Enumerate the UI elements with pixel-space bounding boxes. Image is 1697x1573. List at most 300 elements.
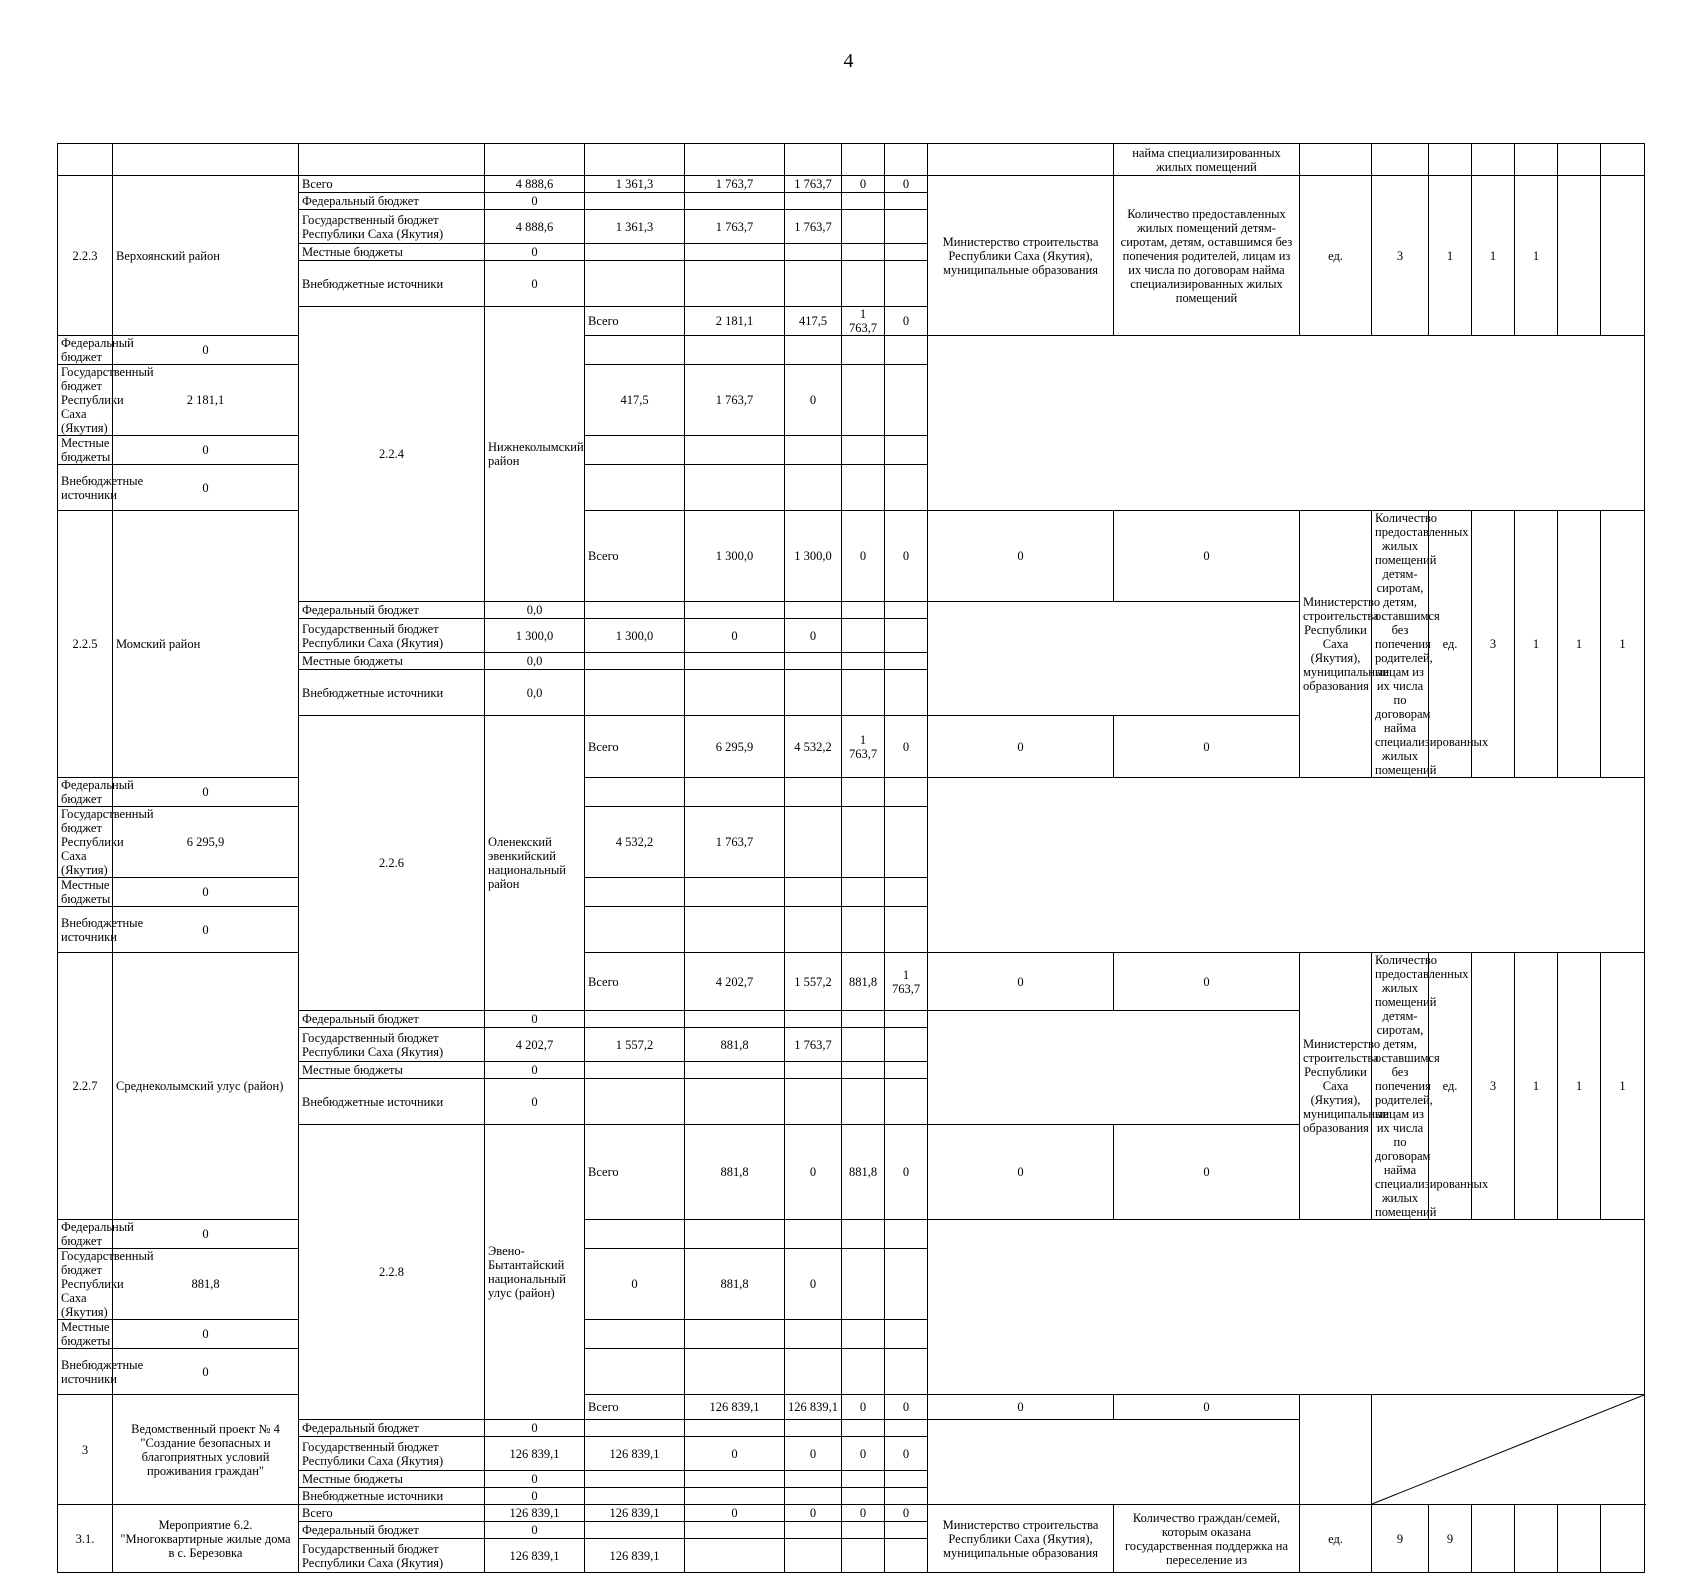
value-cell [585, 1220, 685, 1249]
value-cell [842, 1011, 885, 1028]
value-cell [785, 465, 842, 511]
target-cell: 9 [1429, 1505, 1472, 1573]
target-cell: 1 [1515, 176, 1558, 336]
value-cell [685, 261, 785, 307]
table-row [58, 1320, 1645, 1349]
value-cell: 126 839,1 [585, 1539, 685, 1573]
value-cell [785, 1522, 842, 1539]
value-cell [842, 878, 885, 907]
source-label: Государственный бюджет Республики Саха (Якутия) [299, 619, 485, 653]
value-cell: 1 557,2 [585, 1028, 685, 1062]
value-cell [885, 244, 928, 261]
source-label: Всего [585, 1125, 685, 1220]
value-cell: 4 202,7 [685, 953, 785, 1011]
value-cell: 881,8 [685, 1249, 785, 1320]
value-cell [842, 1471, 885, 1488]
value-cell: 881,8 [685, 1028, 785, 1062]
row-number: 2.2.6 [299, 716, 485, 1011]
event-row [58, 1505, 1645, 1522]
target-cell: 3 [1472, 953, 1515, 1220]
value-cell: 0 [1114, 716, 1300, 778]
source-label: Внебюджетные источники [299, 1488, 485, 1505]
table-row [58, 807, 1645, 878]
source-label: Всего [299, 1505, 485, 1522]
value-cell: 0 [885, 1125, 928, 1220]
target-cell: 1 [1472, 176, 1515, 336]
value-cell [785, 261, 842, 307]
source-label: Местные бюджеты [58, 1320, 113, 1349]
value-cell: 0 [113, 878, 299, 907]
value-cell [785, 1062, 842, 1079]
value-cell: 1 763,7 [885, 953, 928, 1011]
value-cell [842, 210, 885, 244]
value-cell: 1 300,0 [685, 511, 785, 602]
value-cell: 0 [113, 1349, 299, 1395]
value-cell: 0 [842, 511, 885, 602]
budget-table [57, 143, 1645, 1573]
row-number: 3 [58, 1395, 113, 1505]
source-label: Всего [585, 1395, 685, 1420]
value-cell [785, 336, 842, 365]
value-cell [885, 1349, 928, 1395]
value-cell [685, 1471, 785, 1488]
source-label: Федеральный бюджет [299, 193, 485, 210]
value-cell [685, 1220, 785, 1249]
value-cell [585, 1349, 685, 1395]
value-cell: 0 [113, 1320, 299, 1349]
value-cell: 1 300,0 [485, 619, 585, 653]
value-cell [842, 670, 885, 716]
value-cell [842, 1349, 885, 1395]
value-cell [885, 365, 928, 436]
indicator-cell: найма специализированных жилых помещений [1114, 144, 1300, 176]
value-cell: 0,0 [485, 670, 585, 716]
source-label: Всего [585, 511, 685, 602]
value-cell: 0 [485, 1488, 585, 1505]
district-name: Нижнеколымский район [485, 307, 585, 602]
source-label: Внебюджетные источники [299, 261, 485, 307]
value-cell: 0 [885, 716, 928, 778]
district-name: Момский район [113, 511, 299, 778]
value-cell: 0 [785, 1505, 842, 1522]
unit-cell: ед. [1429, 511, 1472, 778]
district-name: Эвено-Бытантайский национальный улус (район) [485, 1125, 585, 1420]
value-cell [885, 1011, 928, 1028]
source-label: Федеральный бюджет [58, 1220, 113, 1249]
indicator-cell: Количество предоставленных жилых помещений детям-сиротам, детям, оставшимся без попечения родителей, лицам из их числа по договорам найма специализированных жилых помещений [1372, 511, 1429, 778]
value-cell [785, 244, 842, 261]
value-cell [885, 1062, 928, 1079]
source-label: Федеральный бюджет [299, 1011, 485, 1028]
value-cell [585, 907, 685, 953]
value-cell [585, 1079, 685, 1125]
value-cell [685, 653, 785, 670]
value-cell [685, 1320, 785, 1349]
source-label: Всего [299, 176, 485, 193]
value-cell [785, 1011, 842, 1028]
value-cell [685, 602, 785, 619]
value-cell [585, 1522, 685, 1539]
value-cell [785, 602, 842, 619]
target-cell: 3 [1372, 176, 1429, 336]
value-cell [685, 1539, 785, 1573]
source-label: Местные бюджеты [299, 244, 485, 261]
value-cell: 0 [928, 511, 1114, 602]
executor-cell: Министерство строительства Республики Саха (Якутия), муниципальные образования [928, 176, 1114, 336]
value-cell [785, 1471, 842, 1488]
value-cell: 126 839,1 [585, 1437, 685, 1471]
value-cell [885, 465, 928, 511]
value-cell [842, 907, 885, 953]
value-cell: 0 [685, 619, 785, 653]
source-label: Внебюджетные источники [58, 465, 113, 511]
value-cell [842, 1522, 885, 1539]
value-cell [885, 436, 928, 465]
target-cell: 3 [1472, 511, 1515, 778]
target-cell: 1 [1429, 176, 1472, 336]
value-cell [842, 436, 885, 465]
table-row [58, 778, 1645, 807]
value-cell: 1 763,7 [785, 210, 842, 244]
value-cell [842, 261, 885, 307]
value-cell: 4 888,6 [485, 210, 585, 244]
executor-cell: Министерство строительства Республики Саха (Якутия), муниципальные образования [928, 1505, 1114, 1573]
table-row [58, 878, 1645, 907]
value-cell: 881,8 [113, 1249, 299, 1320]
value-cell: 0 [1114, 511, 1300, 602]
project-row [58, 1395, 1645, 1420]
executor-cell: Министерство строительства Республики Саха (Якутия), муниципальные образования [1300, 511, 1372, 778]
executor-cell [1300, 1395, 1372, 1505]
page-number: 4 [843, 50, 854, 72]
value-cell [585, 878, 685, 907]
value-cell [685, 436, 785, 465]
value-cell: 0 [928, 1125, 1114, 1220]
value-cell [885, 210, 928, 244]
value-cell [685, 244, 785, 261]
value-cell [842, 1539, 885, 1573]
value-cell [585, 653, 685, 670]
source-label: Местные бюджеты [58, 878, 113, 907]
value-cell: 0 [113, 465, 299, 511]
value-cell: 6 295,9 [113, 807, 299, 878]
value-cell [585, 336, 685, 365]
value-cell [685, 1079, 785, 1125]
indicator-cell: Количество граждан/семей, которым оказана государственная поддержка на переселение из [1114, 1505, 1300, 1573]
source-label: Государственный бюджет Республики Саха (Якутия) [58, 1249, 113, 1320]
value-cell [685, 1062, 785, 1079]
value-cell [785, 436, 842, 465]
source-label: Всего [585, 716, 685, 778]
value-cell [885, 670, 928, 716]
value-cell [785, 193, 842, 210]
value-cell [842, 336, 885, 365]
executor-cell: Министерство строительства Республики Саха (Якутия), муниципальные образования [1300, 953, 1372, 1220]
value-cell [585, 465, 685, 511]
row-number: 2.2.7 [58, 953, 113, 1220]
value-cell: 0 [842, 1505, 885, 1522]
value-cell: 0 [485, 1420, 585, 1437]
source-label: Внебюджетные источники [58, 1349, 113, 1395]
table-row [58, 1349, 1645, 1395]
value-cell: 0 [928, 716, 1114, 778]
unit-cell: ед. [1429, 953, 1472, 1220]
value-cell: 0 [485, 1522, 585, 1539]
value-cell [785, 907, 842, 953]
value-cell [685, 465, 785, 511]
value-cell: 1 763,7 [785, 176, 842, 193]
source-label: Государственный бюджет Республики Саха (Якутия) [299, 1028, 485, 1062]
value-cell [885, 1028, 928, 1062]
value-cell: 0 [885, 1395, 928, 1420]
district-name: Оленекский эвенкийский национальный район [485, 716, 585, 1011]
value-cell [842, 1220, 885, 1249]
value-cell [885, 619, 928, 653]
value-cell [585, 670, 685, 716]
value-cell [842, 1488, 885, 1505]
row-number: 2.2.3 [58, 176, 113, 336]
value-cell [585, 1488, 685, 1505]
value-cell: 881,8 [685, 1125, 785, 1220]
value-cell [685, 1420, 785, 1437]
value-cell: 126 839,1 [485, 1539, 585, 1573]
value-cell: 1 763,7 [685, 176, 785, 193]
value-cell [785, 670, 842, 716]
value-cell [785, 1420, 842, 1437]
value-cell [785, 1320, 842, 1349]
district-row [58, 953, 1645, 1011]
source-label: Государственный бюджет Республики Саха (Якутия) [58, 365, 113, 436]
source-label: Федеральный бюджет [299, 602, 485, 619]
value-cell: 0,0 [485, 653, 585, 670]
value-cell: 1 763,7 [685, 365, 785, 436]
table-row [58, 365, 1645, 436]
value-cell: 1 361,3 [585, 176, 685, 193]
value-cell [885, 1249, 928, 1320]
value-cell [885, 807, 928, 878]
value-cell: 1 557,2 [785, 953, 842, 1011]
value-cell: 0 [113, 436, 299, 465]
value-cell [885, 1488, 928, 1505]
value-cell: 1 763,7 [842, 307, 885, 336]
value-cell: 0 [1114, 953, 1300, 1011]
value-cell: 1 361,3 [585, 210, 685, 244]
value-cell: 1 300,0 [785, 511, 842, 602]
value-cell [785, 878, 842, 907]
value-cell: 1 300,0 [585, 619, 685, 653]
source-label: Местные бюджеты [58, 436, 113, 465]
value-cell [842, 1249, 885, 1320]
value-cell: 1 763,7 [685, 807, 785, 878]
value-cell: 1 763,7 [785, 1028, 842, 1062]
value-cell [685, 193, 785, 210]
value-cell [842, 1420, 885, 1437]
target-cell: 1 [1515, 511, 1558, 778]
value-cell: 881,8 [842, 1125, 885, 1220]
source-label: Государственный бюджет Республики Саха (Якутия) [58, 807, 113, 878]
value-cell: 0 [1114, 1125, 1300, 1220]
value-cell [842, 365, 885, 436]
target-cell: 1 [1601, 511, 1645, 778]
source-label: Федеральный бюджет [58, 778, 113, 807]
target-cell [1558, 176, 1601, 336]
value-cell [885, 878, 928, 907]
value-cell: 0 [113, 336, 299, 365]
value-cell [585, 1471, 685, 1488]
project-name: Ведомственный проект № 4 "Создание безопасных и благоприятных условий проживания граждан" [113, 1395, 299, 1505]
value-cell [842, 807, 885, 878]
value-cell [585, 1420, 685, 1437]
indicator-cell: Количество предоставленных жилых помещений детям-сиротам, детям, оставшимся без попечения родителей, лицам из их числа по договорам найма специализированных жилых помещений [1114, 176, 1300, 336]
value-cell: 4 532,2 [585, 807, 685, 878]
value-cell: 0 [785, 1125, 842, 1220]
value-cell [685, 907, 785, 953]
value-cell: 4 888,6 [485, 176, 585, 193]
value-cell: 0 [1114, 1395, 1300, 1420]
source-label: Всего [585, 307, 685, 336]
source-label: Федеральный бюджет [299, 1522, 485, 1539]
district-row [58, 176, 1645, 193]
value-cell [842, 244, 885, 261]
target-cell: 9 [1372, 1505, 1429, 1573]
row-number: 2.2.8 [299, 1125, 485, 1420]
value-cell: 0 [885, 176, 928, 193]
source-label: Государственный бюджет Республики Саха (Якутия) [299, 210, 485, 244]
value-cell: 417,5 [785, 307, 842, 336]
event-name: Мероприятие 6.2. "Многоквартирные жилые дома в с. Березовка [113, 1505, 299, 1573]
value-cell [685, 878, 785, 907]
value-cell: 0 [785, 1437, 842, 1471]
value-cell: 0 [842, 1395, 885, 1420]
value-cell: 4 202,7 [485, 1028, 585, 1062]
source-label: Местные бюджеты [299, 1062, 485, 1079]
target-cell: 1 [1601, 953, 1645, 1220]
value-cell [785, 1488, 842, 1505]
value-cell [585, 602, 685, 619]
district-name: Среднеколымский улус (район) [113, 953, 299, 1220]
value-cell: 417,5 [585, 365, 685, 436]
table-row [58, 1249, 1645, 1320]
value-cell: 0 [928, 1395, 1114, 1420]
value-cell: 0 [885, 511, 928, 602]
value-cell: 0 [485, 1062, 585, 1079]
value-cell [785, 1539, 842, 1573]
value-cell: 0 [928, 953, 1114, 1011]
value-cell [842, 465, 885, 511]
value-cell [842, 1079, 885, 1125]
target-cell: 1 [1558, 953, 1601, 1220]
value-cell [885, 1539, 928, 1573]
target-cell [1472, 1505, 1515, 1573]
value-cell [842, 778, 885, 807]
table-row [58, 907, 1645, 953]
value-cell: 1 763,7 [842, 716, 885, 778]
value-cell [842, 1320, 885, 1349]
source-label: Государственный бюджет Республики Саха (Якутия) [299, 1437, 485, 1471]
value-cell [585, 436, 685, 465]
value-cell [842, 193, 885, 210]
value-cell [585, 261, 685, 307]
value-cell [685, 1349, 785, 1395]
value-cell: 0 [885, 1437, 928, 1471]
table-row [58, 336, 1645, 365]
value-cell [842, 653, 885, 670]
source-label: Государственный бюджет Республики Саха (Якутия) [299, 1539, 485, 1573]
value-cell: 0 [485, 193, 585, 210]
table-row [58, 436, 1645, 465]
value-cell [685, 670, 785, 716]
value-cell [885, 907, 928, 953]
value-cell [885, 653, 928, 670]
unit-cell: ед. [1300, 176, 1372, 336]
value-cell [842, 602, 885, 619]
value-cell [685, 1522, 785, 1539]
table-row [58, 465, 1645, 511]
value-cell: 126 839,1 [485, 1437, 585, 1471]
value-cell: 0 [885, 307, 928, 336]
value-cell: 2 181,1 [685, 307, 785, 336]
value-cell [585, 244, 685, 261]
row-number: 2.2.5 [58, 511, 113, 778]
source-label: Внебюджетные источники [299, 1079, 485, 1125]
value-cell: 126 839,1 [785, 1395, 842, 1420]
value-cell [585, 1320, 685, 1349]
value-cell [685, 1011, 785, 1028]
target-cell [1601, 1505, 1645, 1573]
value-cell [885, 193, 928, 210]
value-cell: 881,8 [842, 953, 885, 1011]
value-cell: 0,0 [485, 602, 585, 619]
value-cell [585, 778, 685, 807]
value-cell [685, 1488, 785, 1505]
row-number: 2.2.4 [299, 307, 485, 602]
table-body [58, 144, 1645, 1573]
table-row [58, 1220, 1645, 1249]
source-label: Внебюджетные источники [299, 670, 485, 716]
value-cell [842, 619, 885, 653]
value-cell [785, 1220, 842, 1249]
value-cell [885, 336, 928, 365]
continuation-row [58, 144, 1645, 176]
source-label: Местные бюджеты [299, 653, 485, 670]
value-cell [842, 1028, 885, 1062]
value-cell: 0 [113, 778, 299, 807]
value-cell [885, 261, 928, 307]
value-cell: 0 [113, 907, 299, 953]
value-cell [885, 602, 928, 619]
value-cell [885, 1420, 928, 1437]
value-cell: 0 [485, 261, 585, 307]
value-cell [885, 1320, 928, 1349]
value-cell [885, 778, 928, 807]
district-name: Верхоянский район [113, 176, 299, 336]
value-cell [585, 1011, 685, 1028]
indicator-cell: Количество предоставленных жилых помещений детям-сиротам, детям, оставшимся без попечения родителей, лицам из их числа по договорам найма специализированных жилых помещений [1372, 953, 1429, 1220]
value-cell [585, 193, 685, 210]
value-cell: 126 839,1 [685, 1395, 785, 1420]
diagonal-strike [1372, 1395, 1645, 1505]
value-cell: 0 [113, 1220, 299, 1249]
value-cell: 0 [785, 619, 842, 653]
source-label: Всего [585, 953, 685, 1011]
value-cell [585, 1062, 685, 1079]
value-cell [885, 1079, 928, 1125]
target-cell [1558, 1505, 1601, 1573]
value-cell: 0 [485, 1079, 585, 1125]
value-cell: 0 [685, 1437, 785, 1471]
value-cell [685, 778, 785, 807]
value-cell: 0 [585, 1249, 685, 1320]
